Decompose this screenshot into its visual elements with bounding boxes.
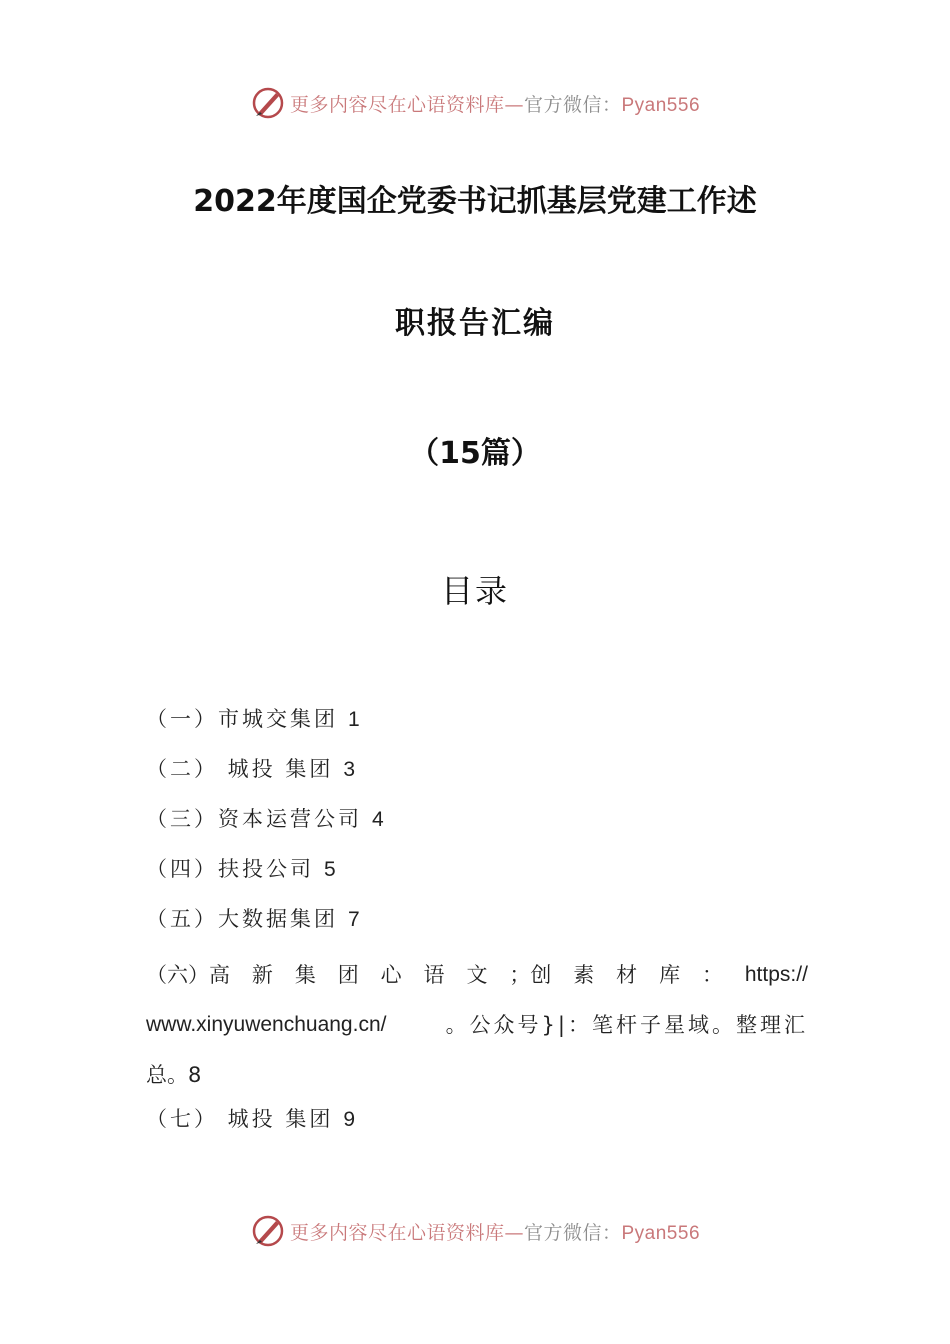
table-of-contents bbox=[146, 700, 808, 1150]
toc-item-line: （六）高 新 集 团 心 语 文 ；创 素 材 库 ： https:// bbox=[146, 950, 808, 1000]
toc-heading: 目录 bbox=[440, 572, 509, 610]
url-link[interactable]: www.xinyuwenchuang.cn/ bbox=[146, 1013, 387, 1036]
footer-banner bbox=[0, 1211, 950, 1251]
toc-item-line: www.xinyuwenchuang.cn/ 。公众号}|：笔杆子星域。整理汇 bbox=[146, 1000, 808, 1050]
toc-item[interactable]: （二） 城投 集团 3 bbox=[146, 757, 356, 781]
document-title-line2: 职报告汇编 bbox=[395, 306, 555, 341]
pen-logo-icon bbox=[250, 85, 286, 121]
document-title-line1: 2022年度国企党委书记抓基层党建工作述 bbox=[193, 184, 757, 219]
toc-item[interactable] bbox=[146, 950, 808, 1100]
header-banner bbox=[0, 83, 950, 123]
pen-logo-icon bbox=[250, 1213, 286, 1249]
banner-text: 更多内容尽在心语资料库—官方微信：Pyan556 bbox=[289, 93, 701, 116]
url-link[interactable]: https:// bbox=[744, 963, 808, 986]
toc-item[interactable]: （四）扶投公司 5 bbox=[146, 857, 336, 881]
toc-item[interactable]: （五）大数据集团 7 bbox=[146, 907, 360, 931]
banner-text: 更多内容尽在心语资料库—官方微信：Pyan556 bbox=[289, 1221, 701, 1244]
toc-item[interactable]: （三）资本运营公司 4 bbox=[146, 807, 384, 831]
document-title-count: （15篇） bbox=[409, 436, 541, 471]
toc-item[interactable]: （七） 城投 集团 9 bbox=[146, 1107, 356, 1131]
toc-item[interactable]: （一）市城交集团 1 bbox=[146, 707, 360, 731]
toc-item-line: 总。8 bbox=[146, 1063, 202, 1087]
